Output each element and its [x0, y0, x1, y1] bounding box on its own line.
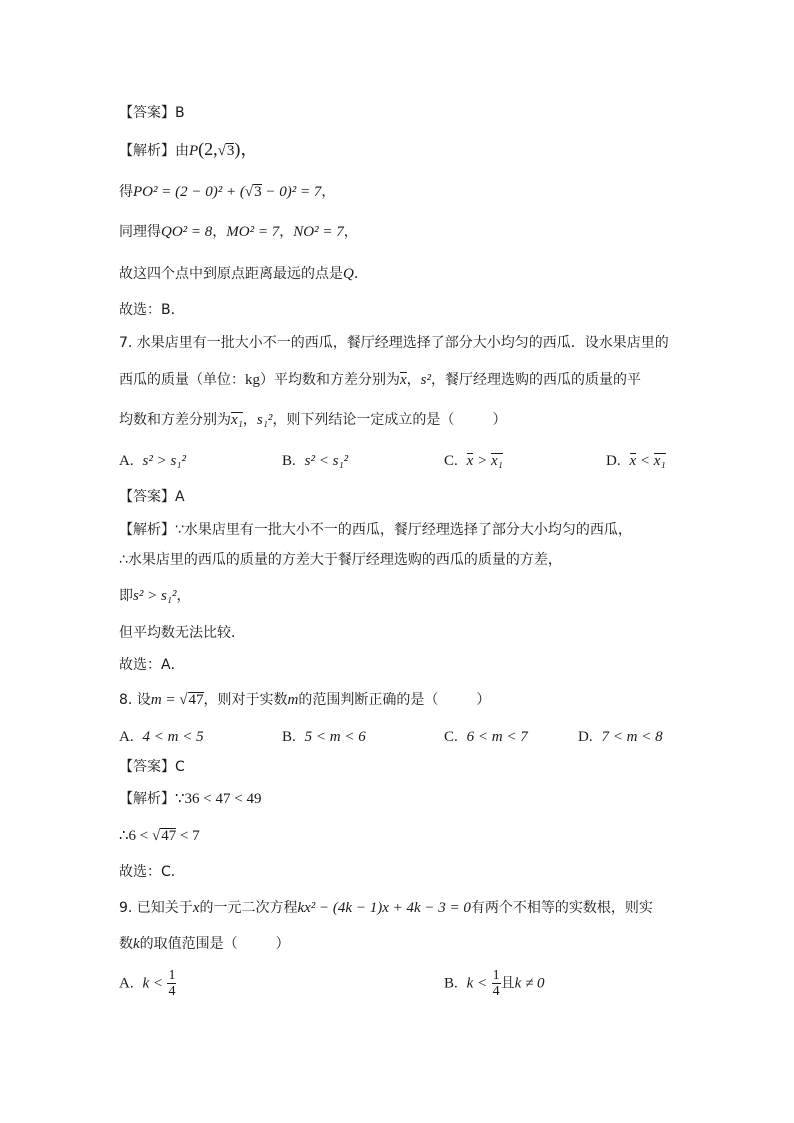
choose-text: 故选：A．: [119, 657, 185, 673]
option-7-a: [119, 451, 186, 471]
solution-line-7-4: [119, 623, 245, 643]
math-s2: s²: [420, 372, 432, 388]
option-math: 4 < m < 5: [142, 729, 204, 745]
option-label: B.: [282, 453, 296, 469]
question-text: 有两个不相等的实数根，则实: [470, 900, 653, 916]
solution-text: 【解析】∵水果店里有一批大小不一的西瓜，餐厅经理选择了部分大小均匀的西瓜，: [119, 522, 632, 538]
option-label: C.: [444, 729, 458, 745]
unit-kg: kg: [245, 372, 260, 388]
question-text: 均数和方差分别为: [119, 412, 231, 428]
answer-line-6: [119, 103, 185, 123]
text-tongli: 同理得: [119, 224, 161, 240]
option-label: B.: [444, 975, 458, 992]
option-label: A.: [119, 729, 134, 745]
solution-line-7-2: [119, 550, 562, 570]
math-m: m =: [150, 692, 180, 708]
math-x1bar: x₁: [231, 412, 243, 428]
sqrt-sign: √: [244, 184, 254, 200]
option-math: <: [636, 453, 654, 469]
math-paren: (2,: [198, 139, 218, 159]
question-text: 7. 水果店里有一批大小不一的西瓜，餐厅经理选择了部分大小均匀的西瓜．设水果店里的: [119, 335, 669, 351]
question-text: 数: [119, 936, 133, 952]
fraction-numerator: 1: [168, 968, 176, 983]
option-math: s² < s₁²: [304, 453, 349, 469]
option-7-c: [444, 451, 503, 471]
math-mo: MO² = 7: [226, 224, 280, 240]
option-math: x₁: [490, 453, 503, 469]
question-text: 西瓜的质量（单位：: [119, 372, 245, 388]
solution-line-7-1: [119, 520, 632, 540]
sqrt-sign: √: [179, 692, 188, 708]
option-8-c: [444, 727, 528, 747]
option-7-b: [282, 451, 348, 471]
math-close: )，: [234, 139, 259, 159]
math-s1-2: s₁²: [256, 412, 273, 428]
option-math: k ≠ 0: [514, 975, 545, 992]
math-inequality: ∴6 <: [119, 828, 153, 844]
option-8-d: [578, 727, 663, 747]
choose-text: 故选：C．: [119, 864, 185, 880]
option-7-d: [606, 451, 666, 471]
math-x: x: [192, 900, 200, 916]
option-math: x: [629, 453, 637, 469]
option-label: B.: [282, 729, 296, 745]
solution-text: 但平均数无法比较．: [119, 625, 245, 641]
question-text: ，则下列结论一定成立的是（: [272, 412, 455, 428]
math-po-tail: − 0)² = 7: [261, 184, 322, 200]
solution-label: 【解析】: [119, 791, 175, 807]
text-conclusion: 故这四个点中到原点距离最远的点是: [119, 266, 343, 282]
solution-text: 即: [119, 588, 133, 604]
option-text: 且: [500, 975, 515, 992]
answer-text: 【答案】A: [119, 489, 185, 505]
option-label: A.: [119, 453, 134, 469]
math-p: P: [189, 143, 199, 159]
math-inequality: < 7: [176, 828, 200, 844]
question-text: 9. 已知关于: [119, 900, 193, 916]
solution-label: 【解析】由: [119, 143, 189, 159]
question-text: 的一元二次方程: [199, 900, 298, 916]
text-de: 得: [119, 184, 133, 200]
solution-line-6-1: [119, 139, 258, 161]
punct: ．: [353, 266, 368, 282]
math-equation: kx² − (4k − 1)x + 4k − 3 = 0: [297, 900, 471, 916]
sqrt-radicand: 3: [254, 184, 262, 200]
math-po: PO² = (2 − 0)² + (: [133, 184, 245, 200]
question-7-line-2: [119, 370, 641, 390]
option-9-b: [444, 968, 545, 999]
paren-close: ）: [476, 692, 491, 708]
sqrt-radicand: 47: [161, 828, 177, 844]
answer-line-7: [119, 487, 185, 507]
answer-line-8: [119, 757, 185, 777]
option-math: k <: [142, 975, 164, 992]
option-label: C.: [444, 453, 458, 469]
solution-line-8-2: [119, 826, 200, 846]
solution-line-7-3: [119, 586, 191, 606]
paren-close: ）: [275, 936, 290, 952]
punct: ，: [406, 372, 421, 388]
choose-line-6: [119, 300, 185, 320]
option-math: 6 < m < 7: [466, 729, 528, 745]
question-9-line-2: [119, 934, 290, 954]
punct: ，: [343, 224, 358, 240]
option-math: x: [466, 453, 474, 469]
question-text: ，餐厅经理选购的西瓜的质量的平: [431, 372, 642, 388]
punct: ，: [176, 588, 191, 604]
math-m: m: [287, 692, 299, 708]
solution-line-6-4: [119, 264, 368, 284]
choose-line-8: [119, 862, 185, 882]
solution-line-6-3: [119, 222, 358, 242]
option-math: 5 < m < 6: [304, 729, 366, 745]
fraction: [167, 968, 176, 999]
math-no: NO² = 7: [293, 224, 344, 240]
option-8-b: [282, 727, 366, 747]
option-label: A.: [119, 975, 134, 992]
question-7-line-3: [119, 410, 506, 430]
fraction: [492, 968, 501, 999]
choose-text: 故选：B．: [119, 302, 185, 318]
paren-close: ）: [492, 412, 507, 428]
question-text: ）平均数和方差分别为: [260, 372, 400, 388]
math-inequality: ∵36 < 47 < 49: [175, 791, 262, 807]
question-7-line-1: [119, 333, 669, 353]
answer-text: 【答案】C: [119, 759, 185, 775]
question-text: 8. 设: [119, 692, 151, 708]
question-8-line: [119, 690, 490, 710]
fraction-denominator: 4: [492, 984, 500, 999]
choose-line-7: [119, 655, 185, 675]
fraction-denominator: 4: [168, 984, 176, 999]
option-label: D.: [578, 729, 593, 745]
option-9-a: [119, 968, 176, 999]
option-math: x₁: [653, 453, 666, 469]
punct: ，: [279, 224, 294, 240]
option-8-a: [119, 727, 204, 747]
sqrt-radicand: 3: [226, 143, 235, 159]
math-q: Q: [343, 266, 354, 282]
solution-text: ∴水果店里的西瓜的质量的方差大于餐厅经理选购的西瓜的质量的方差，: [119, 552, 562, 568]
question-9-line-1: [119, 898, 653, 918]
solution-line-6-2: [119, 182, 335, 202]
option-math: >: [473, 453, 491, 469]
solution-line-8-1: [119, 789, 261, 809]
punct: ，: [321, 184, 336, 200]
sqrt-sign: √: [152, 828, 161, 844]
fraction-numerator: 1: [492, 968, 500, 983]
punct: ，: [242, 412, 257, 428]
question-text: 的取值范围是（: [139, 936, 238, 952]
sqrt-radicand: 47: [188, 692, 204, 708]
option-math: 7 < m < 8: [601, 729, 663, 745]
punct: ，: [212, 224, 227, 240]
option-label: D.: [606, 453, 621, 469]
option-math: k <: [466, 975, 488, 992]
question-text: 的范围判断正确的是（: [298, 692, 439, 708]
sqrt-sign: √: [217, 143, 226, 159]
question-text: ，则对于实数: [203, 692, 288, 708]
option-math: s² > s₁²: [142, 453, 187, 469]
math-s-compare: s² > s₁²: [133, 588, 177, 604]
math-xbar: x: [400, 372, 407, 388]
math-qo: QO² = 8: [161, 224, 213, 240]
math-k: k: [133, 936, 140, 952]
answer-text: 【答案】B: [119, 105, 185, 121]
